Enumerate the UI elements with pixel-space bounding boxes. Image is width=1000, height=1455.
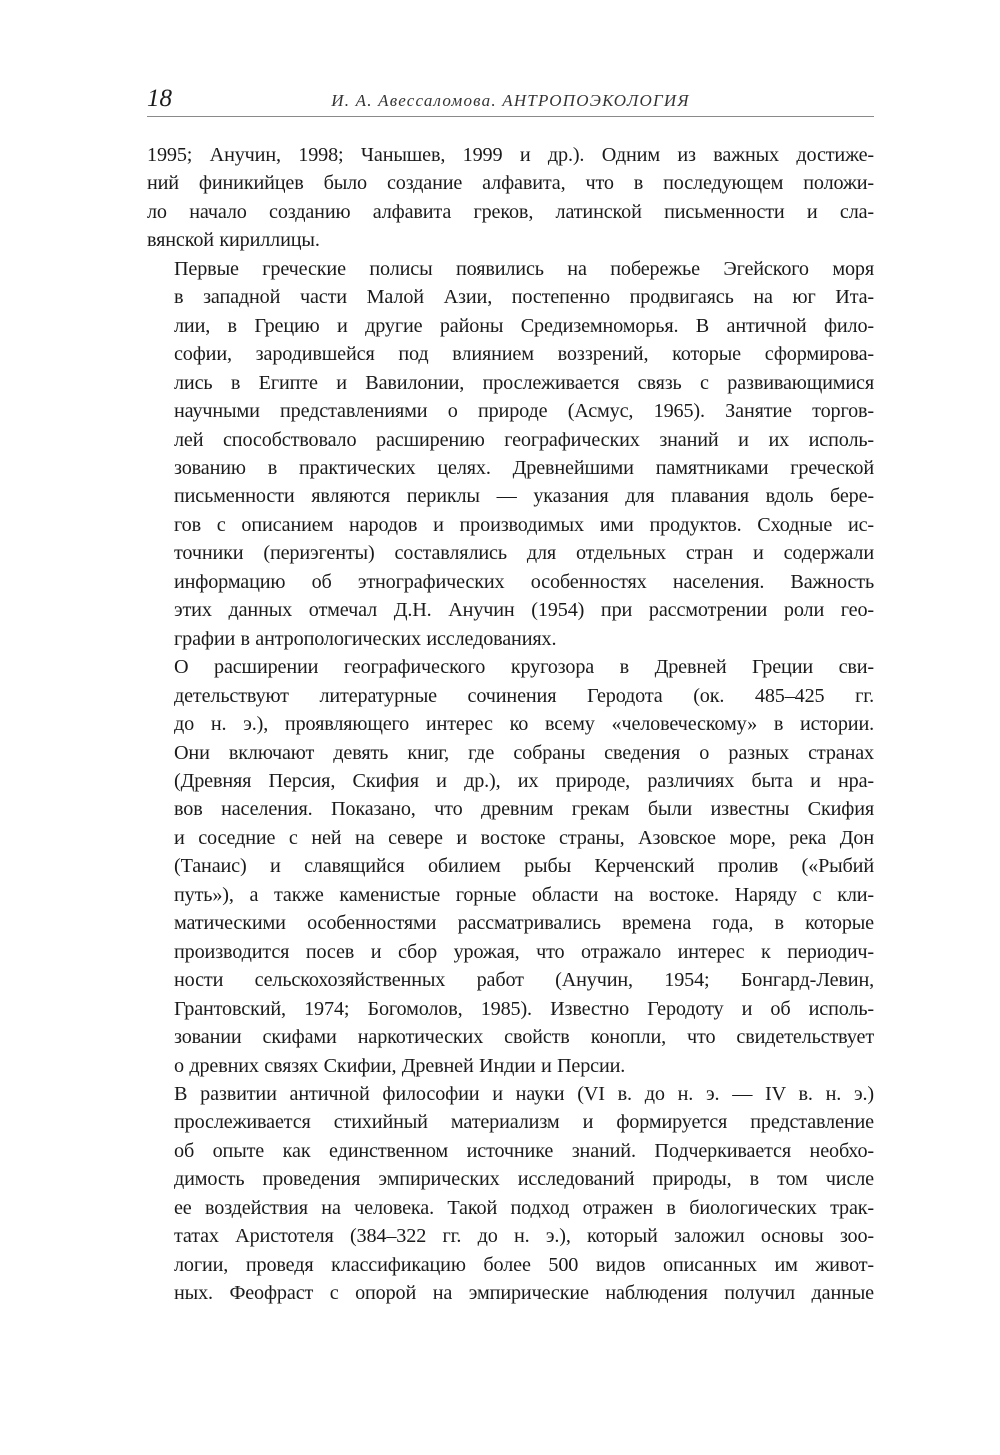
book-page (147, 84, 874, 1308)
text-line: зованию в практических целях. Древнейшими памятниками греческой (174, 456, 874, 479)
text-line: графии в антропологических исследованиях. (174, 627, 557, 650)
text-line: до н. э.), проявляющего интерес ко всему «человеческому» в истории. (174, 713, 874, 736)
text-line: гов с описанием народов и производимых ими продуктов. Сходные ис- (174, 513, 874, 536)
body-text (147, 141, 874, 1308)
text-line: 1995; Анучин, 1998; Чанышев, 1999 и др.). Одним из важных достиже- (147, 144, 874, 166)
text-line: лей способствовало расширению географических знаний и их исполь- (174, 428, 874, 451)
text-line: вянской кириллицы. (147, 229, 320, 252)
text-line: письменности являются периклы — указания для плавания вдоль бере- (174, 485, 874, 508)
text-line: матическими особенностями рассматривались времена года, в которые (174, 912, 874, 935)
paragraph (147, 255, 874, 653)
text-line: о древних связях Скифии, Древней Индии и Персии. (174, 1054, 626, 1077)
text-line: путь»), а также каменистые горные области на востоке. Наряду с кли- (174, 883, 874, 906)
text-line: об опыте как единственном источнике знаний. Подчеркивается необхо- (174, 1139, 874, 1162)
text-line: зовании скифами наркотических свойств конопли, что свидетельствует (174, 1026, 874, 1049)
text-line: ных. Феофраст с опорой на эмпирические наблюдения получил данные (174, 1282, 874, 1305)
text-line: Первые греческие полисы появились на побережье Эгейского моря (174, 257, 874, 280)
text-line: (Древняя Персия, Скифия и др.), их природе, различиях быта и нра- (174, 769, 874, 792)
text-line: в западной части Малой Азии, постепенно продвигаясь на юг Ита- (174, 286, 874, 309)
text-line: лись в Египте и Вавилонии, прослеживается связь с развивающимися (174, 371, 874, 394)
text-line: информацию об этнографических особенностях населения. Важность (174, 570, 874, 593)
text-line: вов населения. Показано, что древним грекам были известны Скифия (174, 798, 874, 821)
text-line: производится посев и сбор урожая, что отражало интерес к периодич- (174, 940, 874, 963)
text-line: этих данных отмечал Д.Н. Анучин (1954) при рассмотрении роли гео- (174, 599, 874, 622)
text-line: и соседние с ней на севере и востоке страны, Азовское море, река Дон (174, 826, 874, 849)
text-line: ло начало созданию алфавита греков, латинской письменности и сла- (147, 200, 874, 223)
text-line: софии, зародившейся под влиянием воззрений, которые сформирова- (174, 343, 874, 366)
text-line: Они включают девять книг, где собраны сведения о разных странах (174, 741, 874, 764)
text-line: детельствуют литературные сочинения Геродота (ок. 485–425 гг. (174, 684, 874, 707)
text-line: логии, проведя классификацию более 500 видов описанных им живот- (174, 1253, 874, 1276)
paragraph (147, 141, 874, 255)
text-line: научными представлениями о природе (Асмус, 1965). Занятие торгов- (174, 400, 874, 423)
text-line: димость проведения эмпирических исследований природы, в том числе (174, 1168, 874, 1191)
text-line: Грантовский, 1974; Богомолов, 1985). Известно Геродоту и об исполь- (174, 997, 874, 1020)
text-line: точники (периэгенты) составлялись для отдельных стран и содержали (174, 542, 874, 565)
text-line: ности сельскохозяйственных работ (Анучин, 1954; Бонгард-Левин, (174, 969, 874, 992)
text-line: О расширении географического кругозора в Древней Греции сви- (174, 656, 874, 679)
page-number: 18 (147, 85, 172, 112)
text-line: лии, в Грецию и другие районы Средиземноморья. В античной фило- (174, 314, 874, 337)
running-head: И. А. Авессаломова. АНТРОПОЭКОЛОГИЯ (331, 91, 690, 110)
text-line: татах Аристотеля (384–322 гг. до н. э.), который заложил основы зоо- (174, 1225, 874, 1248)
text-line: (Танаис) и славящийся обилием рыбы Керченский пролив («Рыбий (174, 855, 874, 878)
text-line: прослеживается стихийный материализм и формируется представление (174, 1111, 874, 1134)
paragraph (147, 653, 874, 1080)
page-header (147, 84, 874, 117)
text-line: ний финикийцев было создание алфавита, что в последующем положи- (147, 172, 874, 195)
paragraph (147, 1080, 874, 1308)
text-line: В развитии античной философии и науки (VI в. до н. э. — IV в. н. э.) (174, 1082, 874, 1105)
text-line: ее воздействия на человека. Такой подход отражен в биологических трак- (174, 1196, 874, 1219)
